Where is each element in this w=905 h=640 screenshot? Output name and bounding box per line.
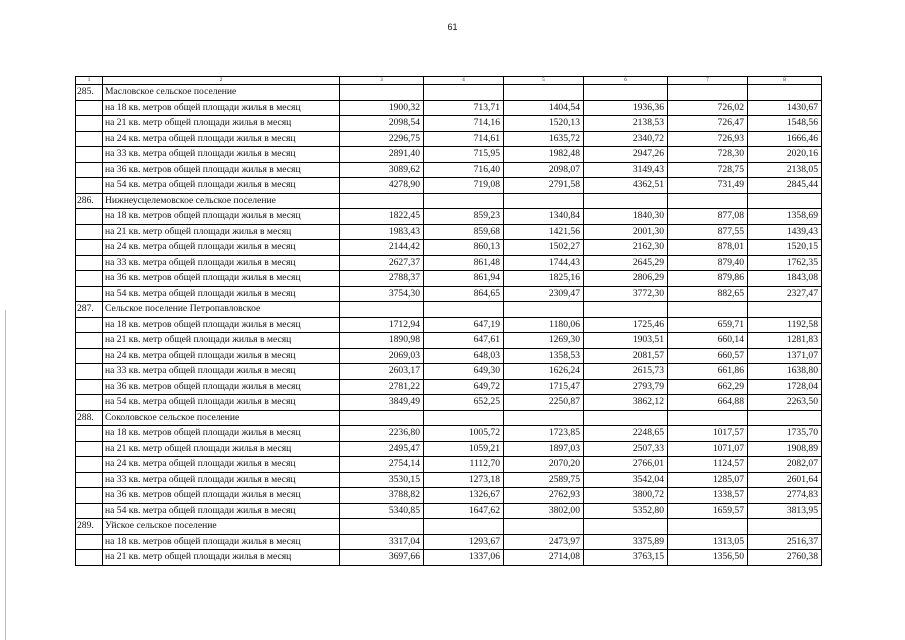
row-index-cell — [76, 348, 103, 364]
row-label: на 18 кв. метров общей площади жилья в месяц — [103, 317, 340, 333]
value-cell: 1723,85 — [504, 426, 584, 442]
value-cell: 859,23 — [424, 209, 504, 225]
value-cell: 2082,07 — [748, 457, 822, 473]
value-cell: 1900,32 — [340, 100, 424, 116]
value-cell: 1337,06 — [424, 550, 504, 566]
column-number: 5 — [504, 77, 584, 85]
empty-cell — [340, 85, 424, 101]
empty-cell — [584, 302, 668, 318]
row-index-cell — [76, 472, 103, 488]
value-cell: 2754,14 — [340, 457, 424, 473]
value-cell: 2081,57 — [584, 348, 668, 364]
row-label: на 54 кв. метра общей площади жилья в месяц — [103, 503, 340, 519]
table-row — [76, 317, 822, 333]
settlement-index: 288. — [76, 410, 103, 426]
value-cell: 649,30 — [424, 364, 504, 380]
row-index-cell — [76, 395, 103, 411]
empty-cell — [504, 85, 584, 101]
value-cell: 1936,36 — [584, 100, 668, 116]
column-number: 2 — [103, 77, 340, 85]
value-cell: 647,61 — [424, 333, 504, 349]
table-row — [76, 162, 822, 178]
value-cell: 2793,79 — [584, 379, 668, 395]
value-cell: 1326,67 — [424, 488, 504, 504]
value-cell: 882,65 — [668, 286, 748, 302]
value-cell: 3862,12 — [584, 395, 668, 411]
value-cell: 2760,38 — [748, 550, 822, 566]
row-index-cell — [76, 550, 103, 566]
value-cell: 2762,93 — [504, 488, 584, 504]
value-cell: 1180,06 — [504, 317, 584, 333]
value-cell: 1890,98 — [340, 333, 424, 349]
value-cell: 2327,47 — [748, 286, 822, 302]
value-cell: 1715,47 — [504, 379, 584, 395]
settlement-row — [76, 193, 822, 209]
settlement-index: 286. — [76, 193, 103, 209]
row-label: на 33 кв. метра общей площади жилья в месяц — [103, 364, 340, 380]
value-cell: 1725,46 — [584, 317, 668, 333]
row-label: на 21 кв. метр общей площади жилья в месяц — [103, 116, 340, 132]
row-label: на 24 кв. метра общей площади жилья в месяц — [103, 457, 340, 473]
row-label: на 33 кв. метра общей площади жилья в месяц — [103, 255, 340, 271]
row-index-cell — [76, 271, 103, 287]
value-cell: 3800,72 — [584, 488, 668, 504]
row-label: на 36 кв. метров общей площади жилья в месяц — [103, 379, 340, 395]
table-body — [76, 77, 822, 566]
value-cell: 879,86 — [668, 271, 748, 287]
value-cell: 3089,62 — [340, 162, 424, 178]
row-label: на 24 кв. метра общей площади жилья в месяц — [103, 240, 340, 256]
row-label: на 24 кв. метра общей площади жилья в месяц — [103, 348, 340, 364]
value-cell: 1666,46 — [748, 131, 822, 147]
value-cell: 2781,22 — [340, 379, 424, 395]
table-row — [76, 240, 822, 256]
value-cell: 2248,65 — [584, 426, 668, 442]
value-cell: 877,08 — [668, 209, 748, 225]
row-index-cell — [76, 364, 103, 380]
value-cell: 2791,58 — [504, 178, 584, 194]
value-cell: 4362,51 — [584, 178, 668, 194]
empty-cell — [424, 193, 504, 209]
value-cell: 2845,44 — [748, 178, 822, 194]
value-cell: 2714,08 — [504, 550, 584, 566]
column-number-row — [76, 77, 822, 85]
empty-cell — [584, 410, 668, 426]
value-cell: 1638,80 — [748, 364, 822, 380]
value-cell: 1273,18 — [424, 472, 504, 488]
settlement-row — [76, 302, 822, 318]
value-cell: 1285,07 — [668, 472, 748, 488]
value-cell: 2766,01 — [584, 457, 668, 473]
value-cell: 714,16 — [424, 116, 504, 132]
value-cell: 1281,83 — [748, 333, 822, 349]
value-cell: 2162,30 — [584, 240, 668, 256]
value-cell: 664,88 — [668, 395, 748, 411]
table-row — [76, 100, 822, 116]
empty-cell — [504, 410, 584, 426]
empty-cell — [748, 193, 822, 209]
value-cell: 1728,04 — [748, 379, 822, 395]
value-cell: 1112,70 — [424, 457, 504, 473]
empty-cell — [584, 193, 668, 209]
row-index-cell — [76, 441, 103, 457]
row-label: на 21 кв. метр общей площади жилья в месяц — [103, 550, 340, 566]
row-index-cell — [76, 255, 103, 271]
value-cell: 1313,05 — [668, 534, 748, 550]
table-row — [76, 147, 822, 163]
row-index-cell — [76, 116, 103, 132]
value-cell: 2001,30 — [584, 224, 668, 240]
value-cell: 4278,90 — [340, 178, 424, 194]
value-cell: 1735,70 — [748, 426, 822, 442]
table-row — [76, 395, 822, 411]
value-cell: 860,13 — [424, 240, 504, 256]
row-label: на 18 кв. метров общей площади жилья в месяц — [103, 209, 340, 225]
value-cell: 1744,43 — [504, 255, 584, 271]
value-cell: 2627,37 — [340, 255, 424, 271]
value-cell: 661,86 — [668, 364, 748, 380]
table-row — [76, 426, 822, 442]
value-cell: 3149,43 — [584, 162, 668, 178]
value-cell: 647,19 — [424, 317, 504, 333]
empty-cell — [424, 410, 504, 426]
empty-cell — [668, 193, 748, 209]
row-index-cell — [76, 240, 103, 256]
value-cell: 1356,50 — [668, 550, 748, 566]
value-cell: 2020,16 — [748, 147, 822, 163]
settlement-index: 287. — [76, 302, 103, 318]
value-cell: 1897,03 — [504, 441, 584, 457]
value-cell: 1520,15 — [748, 240, 822, 256]
value-cell: 662,29 — [668, 379, 748, 395]
empty-cell — [340, 302, 424, 318]
value-cell: 713,71 — [424, 100, 504, 116]
value-cell: 1762,35 — [748, 255, 822, 271]
value-cell: 861,94 — [424, 271, 504, 287]
value-cell: 2473,97 — [504, 534, 584, 550]
value-cell: 2601,64 — [748, 472, 822, 488]
row-index-cell — [76, 333, 103, 349]
settlement-index: 289. — [76, 519, 103, 535]
settlement-row — [76, 85, 822, 101]
value-cell: 2236,80 — [340, 426, 424, 442]
settlement-name: Соколовское сельское поселение — [103, 410, 340, 426]
row-index-cell — [76, 147, 103, 163]
row-index-cell — [76, 379, 103, 395]
value-cell: 2098,07 — [504, 162, 584, 178]
empty-cell — [668, 410, 748, 426]
value-cell: 1059,21 — [424, 441, 504, 457]
row-index-cell — [76, 162, 103, 178]
value-cell: 3849,49 — [340, 395, 424, 411]
value-cell: 1983,43 — [340, 224, 424, 240]
scan-margin-line — [5, 310, 6, 640]
value-cell: 2250,87 — [504, 395, 584, 411]
table-row — [76, 457, 822, 473]
row-index-cell — [76, 488, 103, 504]
value-cell: 715,95 — [424, 147, 504, 163]
value-cell: 660,14 — [668, 333, 748, 349]
table-row — [76, 271, 822, 287]
value-cell: 1404,54 — [504, 100, 584, 116]
value-cell: 1502,27 — [504, 240, 584, 256]
empty-cell — [748, 519, 822, 535]
empty-cell — [424, 302, 504, 318]
empty-cell — [424, 85, 504, 101]
row-label: на 18 кв. метров общей площади жилья в месяц — [103, 426, 340, 442]
settlement-name: Масловское сельское поселение — [103, 85, 340, 101]
value-cell: 3542,04 — [584, 472, 668, 488]
table-row — [76, 286, 822, 302]
column-number: 3 — [340, 77, 424, 85]
value-cell: 3788,82 — [340, 488, 424, 504]
row-label: на 54 кв. метра общей площади жилья в месяц — [103, 286, 340, 302]
value-cell: 1071,07 — [668, 441, 748, 457]
settlement-name: Сельское поселение Петропавловское — [103, 302, 340, 318]
value-cell: 1548,56 — [748, 116, 822, 132]
value-cell: 1192,58 — [748, 317, 822, 333]
value-cell: 1843,08 — [748, 271, 822, 287]
column-number: 8 — [748, 77, 822, 85]
table-row — [76, 178, 822, 194]
value-cell: 2340,72 — [584, 131, 668, 147]
table-row — [76, 209, 822, 225]
table-row — [76, 224, 822, 240]
value-cell: 2263,50 — [748, 395, 822, 411]
value-cell: 719,08 — [424, 178, 504, 194]
value-cell: 2947,26 — [584, 147, 668, 163]
row-label: на 18 кв. метров общей площади жилья в месяц — [103, 534, 340, 550]
value-cell: 1659,57 — [668, 503, 748, 519]
settlement-row — [76, 410, 822, 426]
value-cell: 2774,83 — [748, 488, 822, 504]
table-row — [76, 488, 822, 504]
value-cell: 5340,85 — [340, 503, 424, 519]
row-label: на 36 кв. метров общей площади жилья в месяц — [103, 488, 340, 504]
value-cell: 1269,30 — [504, 333, 584, 349]
value-cell: 726,47 — [668, 116, 748, 132]
value-cell: 3317,04 — [340, 534, 424, 550]
row-label: на 21 кв. метр общей площади жилья в месяц — [103, 224, 340, 240]
column-number: 6 — [584, 77, 668, 85]
value-cell: 2296,75 — [340, 131, 424, 147]
value-cell: 1421,56 — [504, 224, 584, 240]
row-label: на 24 кв. метра общей площади жилья в месяц — [103, 131, 340, 147]
column-number: 7 — [668, 77, 748, 85]
empty-cell — [504, 193, 584, 209]
value-cell: 2589,75 — [504, 472, 584, 488]
value-cell: 714,61 — [424, 131, 504, 147]
row-label: на 21 кв. метр общей площади жилья в месяц — [103, 333, 340, 349]
value-cell: 1340,84 — [504, 209, 584, 225]
value-cell: 1520,13 — [504, 116, 584, 132]
value-cell: 728,30 — [668, 147, 748, 163]
value-cell: 3813,95 — [748, 503, 822, 519]
empty-cell — [668, 519, 748, 535]
empty-cell — [668, 302, 748, 318]
value-cell: 3375,89 — [584, 534, 668, 550]
value-cell: 726,02 — [668, 100, 748, 116]
row-index-cell — [76, 178, 103, 194]
value-cell: 2138,05 — [748, 162, 822, 178]
value-cell: 2516,37 — [748, 534, 822, 550]
value-cell: 1825,16 — [504, 271, 584, 287]
row-index-cell — [76, 224, 103, 240]
table-row — [76, 333, 822, 349]
value-cell: 649,72 — [424, 379, 504, 395]
value-cell: 859,68 — [424, 224, 504, 240]
value-cell: 2138,53 — [584, 116, 668, 132]
value-cell: 3697,66 — [340, 550, 424, 566]
table-row — [76, 379, 822, 395]
value-cell: 2144,42 — [340, 240, 424, 256]
empty-cell — [340, 410, 424, 426]
value-cell: 1903,51 — [584, 333, 668, 349]
column-number: 4 — [424, 77, 504, 85]
table-row — [76, 364, 822, 380]
row-index-cell — [76, 534, 103, 550]
row-label: на 36 кв. метров общей площади жилья в месяц — [103, 271, 340, 287]
row-index-cell — [76, 503, 103, 519]
value-cell: 1371,07 — [748, 348, 822, 364]
empty-cell — [748, 85, 822, 101]
value-cell: 1822,45 — [340, 209, 424, 225]
settlement-index: 285. — [76, 85, 103, 101]
empty-cell — [424, 519, 504, 535]
table-row — [76, 472, 822, 488]
empty-cell — [504, 302, 584, 318]
empty-cell — [504, 519, 584, 535]
value-cell: 731,49 — [668, 178, 748, 194]
value-cell: 1647,62 — [424, 503, 504, 519]
column-number: 1 — [76, 77, 103, 85]
value-cell: 1908,89 — [748, 441, 822, 457]
page-number: 61 — [447, 22, 458, 32]
value-cell: 1439,43 — [748, 224, 822, 240]
value-cell: 1358,53 — [504, 348, 584, 364]
value-cell: 2615,73 — [584, 364, 668, 380]
value-cell: 1338,57 — [668, 488, 748, 504]
table-row — [76, 131, 822, 147]
empty-cell — [748, 302, 822, 318]
value-cell: 1005,72 — [424, 426, 504, 442]
empty-cell — [584, 85, 668, 101]
value-cell: 5352,80 — [584, 503, 668, 519]
empty-cell — [340, 519, 424, 535]
value-cell: 1293,67 — [424, 534, 504, 550]
value-cell: 879,40 — [668, 255, 748, 271]
row-index-cell — [76, 426, 103, 442]
empty-cell — [668, 85, 748, 101]
empty-cell — [748, 410, 822, 426]
value-cell: 1358,69 — [748, 209, 822, 225]
table-row — [76, 550, 822, 566]
value-cell: 652,25 — [424, 395, 504, 411]
value-cell: 2070,20 — [504, 457, 584, 473]
value-cell: 2309,47 — [504, 286, 584, 302]
value-cell: 861,48 — [424, 255, 504, 271]
value-cell: 864,65 — [424, 286, 504, 302]
value-cell: 3754,30 — [340, 286, 424, 302]
value-cell: 2098,54 — [340, 116, 424, 132]
value-cell: 3802,00 — [504, 503, 584, 519]
value-cell: 726,93 — [668, 131, 748, 147]
value-cell: 2788,37 — [340, 271, 424, 287]
row-index-cell — [76, 457, 103, 473]
value-cell: 2806,29 — [584, 271, 668, 287]
value-cell: 728,75 — [668, 162, 748, 178]
row-label: на 18 кв. метров общей площади жилья в месяц — [103, 100, 340, 116]
value-cell: 648,03 — [424, 348, 504, 364]
value-cell: 2891,40 — [340, 147, 424, 163]
value-cell: 2507,33 — [584, 441, 668, 457]
row-label: на 36 кв. метров общей площади жилья в месяц — [103, 162, 340, 178]
value-cell: 3530,15 — [340, 472, 424, 488]
value-cell: 2645,29 — [584, 255, 668, 271]
row-index-cell — [76, 209, 103, 225]
row-label: на 54 кв. метра общей площади жилья в месяц — [103, 395, 340, 411]
value-cell: 660,57 — [668, 348, 748, 364]
value-cell: 2603,17 — [340, 364, 424, 380]
value-cell: 877,55 — [668, 224, 748, 240]
settlement-row — [76, 519, 822, 535]
settlement-name: Нижнеусцелемовское сельское поселение — [103, 193, 340, 209]
value-cell: 878,01 — [668, 240, 748, 256]
empty-cell — [340, 193, 424, 209]
row-index-cell — [76, 286, 103, 302]
value-cell: 659,71 — [668, 317, 748, 333]
value-cell: 2495,47 — [340, 441, 424, 457]
row-label: на 21 кв. метр общей площади жилья в месяц — [103, 441, 340, 457]
table-row — [76, 255, 822, 271]
table-row — [76, 116, 822, 132]
row-index-cell — [76, 131, 103, 147]
value-cell: 1635,72 — [504, 131, 584, 147]
settlement-name: Уйское сельское поселение — [103, 519, 340, 535]
row-label: на 33 кв. метра общей площади жилья в месяц — [103, 472, 340, 488]
tariff-table — [75, 76, 822, 566]
table-row — [76, 534, 822, 550]
value-cell: 1982,48 — [504, 147, 584, 163]
row-label: на 54 кв. метра общей площади жилья в месяц — [103, 178, 340, 194]
value-cell: 3772,30 — [584, 286, 668, 302]
value-cell: 3763,15 — [584, 550, 668, 566]
table-row — [76, 503, 822, 519]
value-cell: 2069,03 — [340, 348, 424, 364]
value-cell: 716,40 — [424, 162, 504, 178]
value-cell: 1017,57 — [668, 426, 748, 442]
value-cell: 1430,67 — [748, 100, 822, 116]
table-row — [76, 348, 822, 364]
value-cell: 1626,24 — [504, 364, 584, 380]
value-cell: 1840,30 — [584, 209, 668, 225]
row-index-cell — [76, 317, 103, 333]
empty-cell — [584, 519, 668, 535]
row-label: на 33 кв. метра общей площади жилья в месяц — [103, 147, 340, 163]
table-row — [76, 441, 822, 457]
value-cell: 1124,57 — [668, 457, 748, 473]
value-cell: 1712,94 — [340, 317, 424, 333]
row-index-cell — [76, 100, 103, 116]
